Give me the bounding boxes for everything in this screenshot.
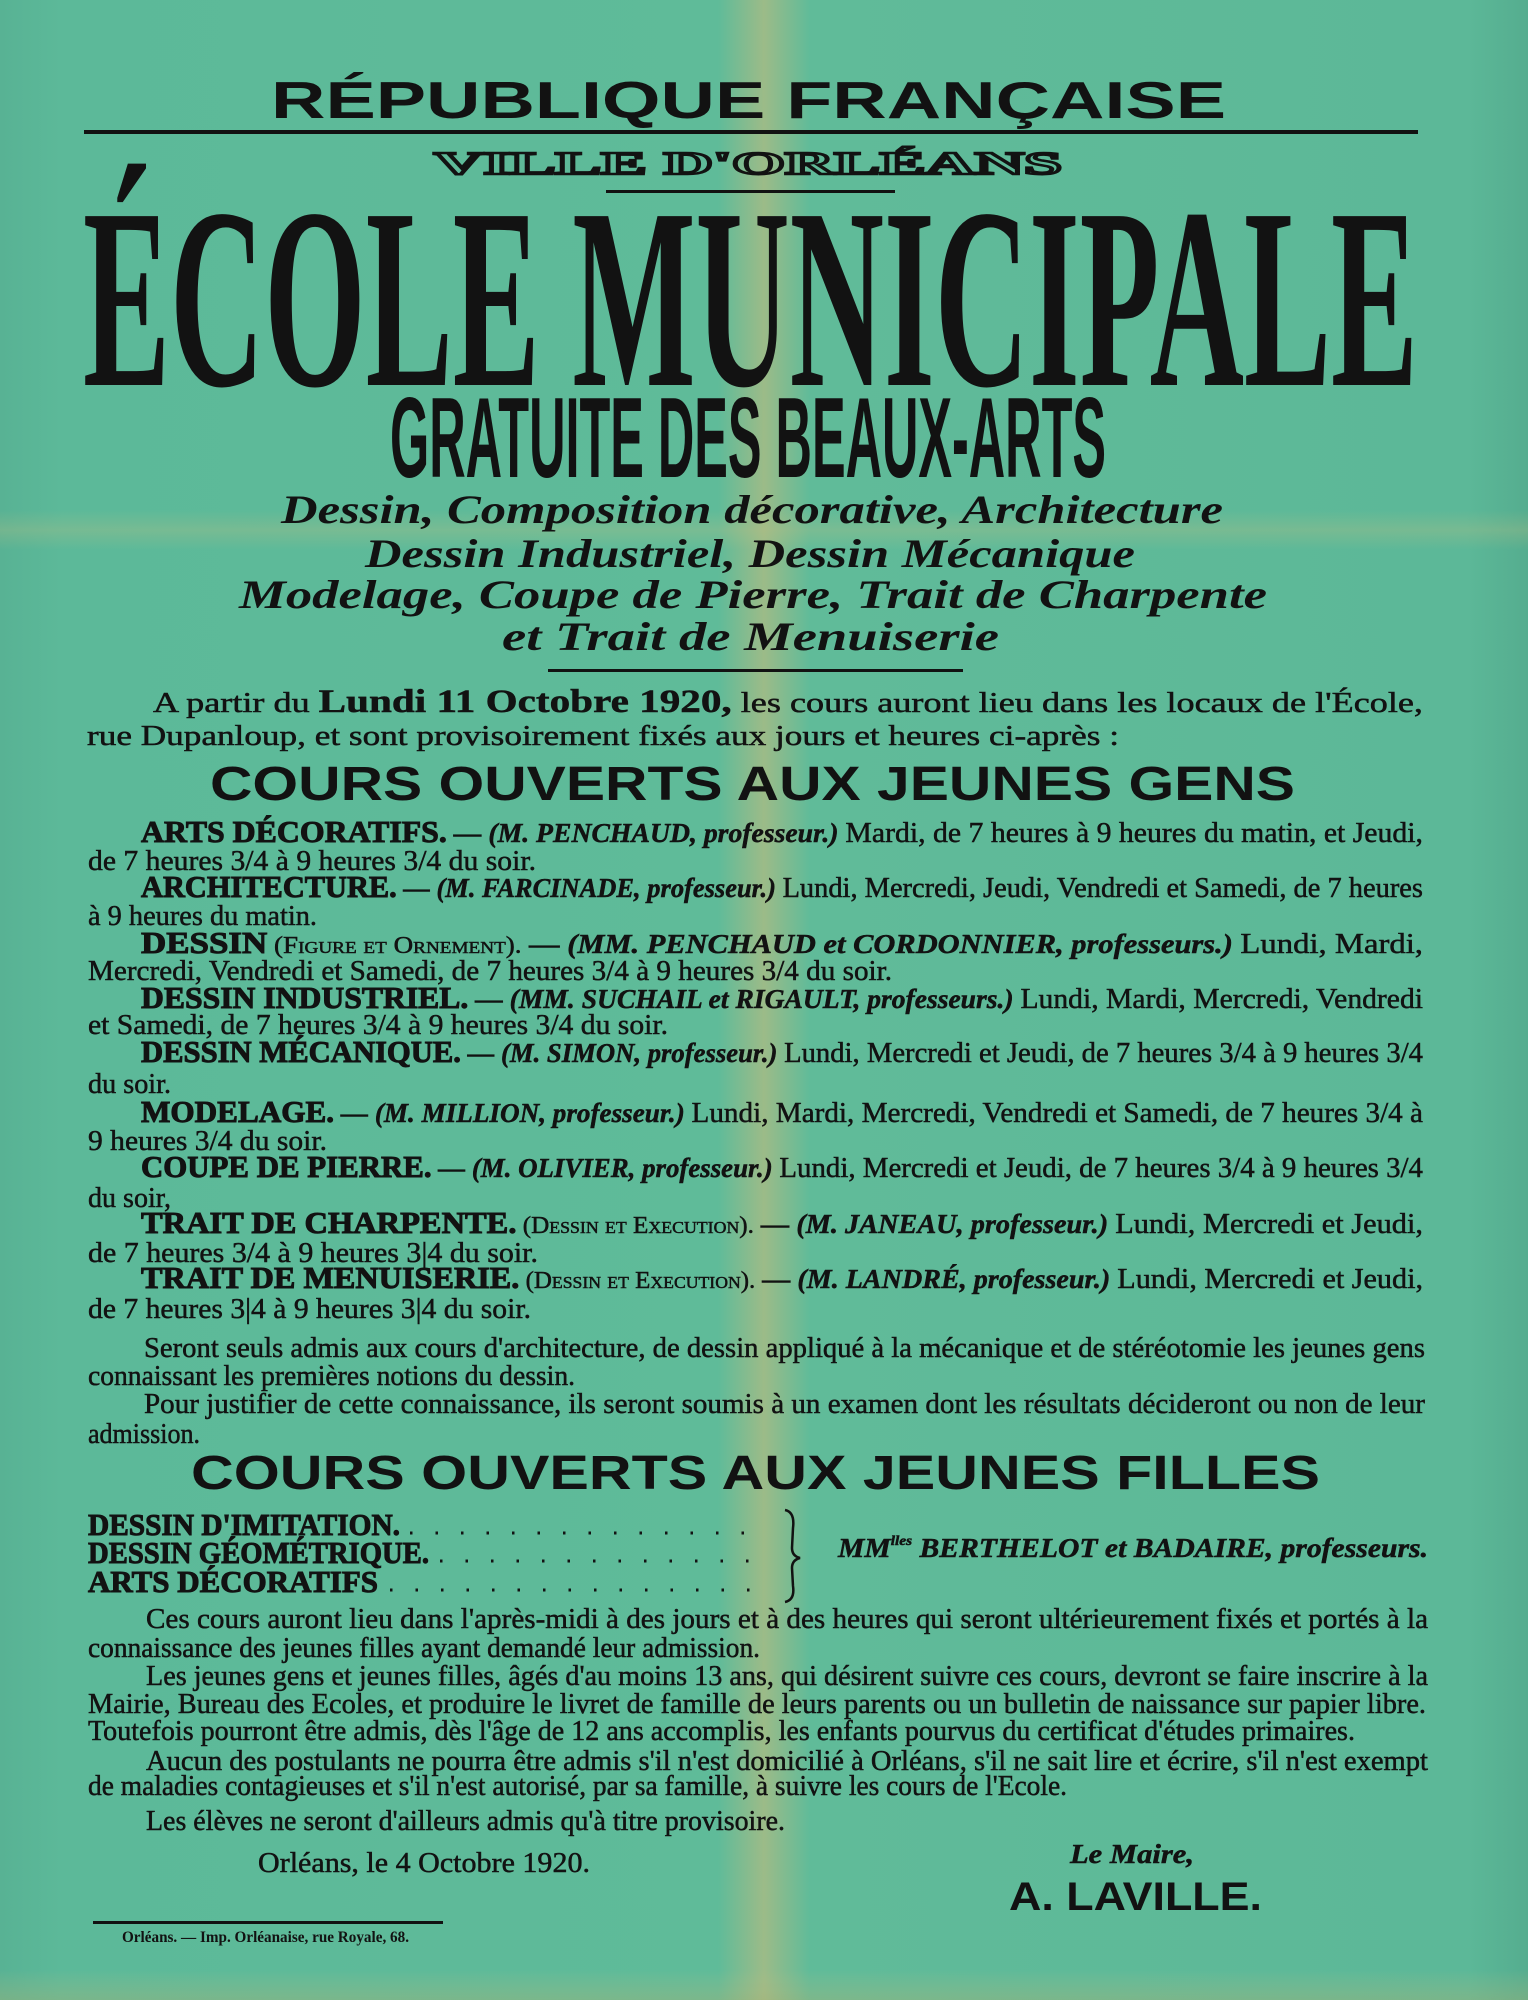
footer-rule: [93, 1921, 443, 1924]
course-schedule-continued: à 9 heures du matin.: [88, 900, 317, 932]
course-professor: — (M. SIMON, professeur.): [460, 1038, 789, 1068]
course-entry: [141, 869, 1436, 904]
page-title: ÉCOLE MUNICIPALE: [83, 155, 1419, 441]
course-entry: [141, 814, 1423, 849]
course-detail: (Figure et Ornement).: [267, 933, 493, 959]
course-schedule-continued: Mercredi, Vendredi et Samedi, de 7 heures 3/4 à 9 heures 3/4 du soir.: [88, 955, 892, 987]
page-subtitle: GRATUITE DES BEAUX-ARTS: [390, 375, 1106, 502]
course-schedule: Lundi, Mardi, Mercredi, Vendredi: [1020, 983, 1415, 1015]
note-line: admission.: [88, 1418, 200, 1450]
condition-line: de maladies contagieuses et s'il n'est autorisé, par sa famille, à suivre les cours de l'Ecole.: [88, 1770, 1067, 1802]
course-detail: (Dessin et Execution).: [519, 1268, 747, 1294]
mayor-title: Le Maire,: [1068, 1839, 1194, 1869]
condition-line: Mairie, Bureau des Ecoles, et produire le livret de famille de leurs parents ou un bulletin de naissance sur papier libre.: [88, 1688, 1426, 1720]
course-entry: [141, 1149, 1427, 1184]
course-schedule-continued: de 7 heures 3/4 à 9 heures 3/4 du soir.: [88, 845, 536, 877]
course-name: DESSIN: [141, 925, 253, 960]
course-schedule: Lundi, Mercredi et Jeudi,: [1117, 1263, 1412, 1295]
course-name: ARCHITECTURE.: [141, 869, 402, 904]
course-name: COUPE DE PIERRE.: [141, 1149, 433, 1184]
course-professor: — (M. OLIVIER, professeur.): [431, 1153, 782, 1183]
course-professor: — (M. PENCHAUD, professeur.): [446, 818, 836, 848]
course-professor: — (MM. SUCHAIL et RIGAULT, professeurs.): [468, 984, 1009, 1014]
course-schedule: Lundi, Mardi, Mercredi, Vendredi et Samedi, de 7 heures 3/4 à: [691, 1097, 1420, 1129]
discipline-line: Dessin Industriel, Dessin Mécanique: [363, 531, 1135, 576]
city-heading: VILLE D'ORLÉANS: [434, 145, 1062, 181]
girls-course: ARTS DÉCORATIFS: [88, 1564, 378, 1599]
course-schedule: Lundi, Mercredi et Jeudi,: [1115, 1208, 1410, 1240]
course-professor: — (M. JANEAU, professeur.): [753, 1209, 1100, 1239]
course-professor: — (M. LANDRÉ, professeur.): [755, 1264, 1104, 1294]
professors-prefix: MM: [838, 1533, 887, 1563]
course-entry: [141, 1034, 1431, 1069]
girls-professors: [837, 1533, 1428, 1563]
condition-line: Les jeunes gens et jeunes filles, âgés d'au moins 13 ans, qui désirent suivre ces cours, devront se faire inscrire à la: [146, 1660, 1429, 1692]
course-schedule: Lundi, Mardi,: [1240, 928, 1403, 960]
course-schedule-continued: de 7 heures 3|4 à 9 heures 3|4 du soir.: [88, 1293, 531, 1325]
mayor-name: A. LAVILLE.: [1009, 1875, 1262, 1919]
section-rule: [548, 669, 963, 672]
course-entry: [141, 1094, 1423, 1129]
condition-line: connaissance des jeunes filles ayant demandé leur admission.: [88, 1632, 760, 1664]
course-entry: [141, 1205, 1423, 1240]
note-line: connaissant les premières notions du dessin.: [88, 1360, 575, 1392]
start-date: Lundi 11 Octobre 1920,: [318, 684, 650, 720]
discipline-line: Dessin, Composition décorative, Architecture: [279, 487, 1223, 532]
condition-line: Les élèves ne seront d'ailleurs admis qu'à titre provisoire.: [146, 1805, 785, 1837]
boys-section-heading: COURS OUVERTS AUX JEUNES GENS: [210, 758, 1295, 811]
note-line: Seront seuls admis aux cours d'architecture, de dessin appliqué à la mécanique et de stéréotomie les jeunes gens: [144, 1332, 1425, 1364]
course-schedule-continued: du soir.: [88, 1068, 171, 1100]
condition-line: Aucun des postulants ne pourra être admis s'il n'est domicilié à Orléans, s'il ne sait lire et écrire, s'il n'est exempt: [146, 1745, 1428, 1777]
course-professor: — (M. MILLION, professeur.): [334, 1098, 690, 1128]
course-schedule-continued: du soir,: [88, 1182, 171, 1214]
place-date: Orléans, le 4 Octobre 1920.: [258, 1847, 590, 1879]
course-name: ARTS DÉCORATIFS.: [141, 814, 440, 849]
girls-course: DESSIN GÉOMÉTRIQUE.: [88, 1535, 429, 1570]
course-schedule-continued: de 7 heures 3/4 à 9 heures 3|4 du soir.: [88, 1237, 538, 1269]
course-schedule: Lundi, Mercredi et Jeudi, de 7 heures 3/4 à 9 heures 3/4: [784, 1037, 1431, 1069]
course-schedule: Mardi, de 7 heures à 9 heures du matin, et Jeudi,: [845, 817, 1409, 849]
professors-prefix-superscript: lles: [890, 1534, 911, 1549]
course-name: MODELAGE.: [141, 1094, 334, 1129]
course-detail: (Dessin et Execution).: [516, 1213, 744, 1239]
printer-credit: Orléans. — Imp. Orléanaise, rue Royale, 68.: [122, 1929, 409, 1946]
condition-line: Ces cours auront lieu dans l'après-midi à des jours et à des heures qui seront ultérieurement fixés et portés à la: [146, 1603, 1429, 1635]
course-schedule-continued: et Samedi, de 7 heures 3/4 à 9 heures 3/4 du soir.: [88, 1009, 668, 1041]
discipline-line: et Trait de Menuiserie: [502, 614, 999, 659]
intro-text: A partir du: [153, 687, 286, 719]
course-name: TRAIT DE MENUISERIE.: [141, 1260, 505, 1295]
discipline-line: Modelage, Coupe de Pierre, Trait de Charpente: [237, 572, 1267, 617]
course-schedule: Lundi, Mercredi et Jeudi, de 7 heures 3/4 à 9 heures 3/4: [779, 1152, 1427, 1184]
note-line: Pour justifier de cette connaissance, ils seront soumis à un examen dont les résultats décideront ou non de leur: [144, 1388, 1426, 1420]
course-schedule-continued: 9 heures 3/4 du soir.: [88, 1125, 327, 1157]
intro-text: les cours auront lieu dans les locaux de l'École,: [731, 687, 1287, 719]
course-name: DESSIN INDUSTRIEL.: [141, 980, 462, 1015]
course-schedule: Lundi, Mercredi, Jeudi, Vendredi et Samedi, de 7 heures: [782, 872, 1436, 904]
course-entry: [141, 1260, 1423, 1295]
header-rule: [84, 130, 1418, 134]
condition-line: Toutefois pourront être admis, dès l'âge de 12 ans accomplis, les enfants pourvus du certificat d'études primaires.: [88, 1715, 1355, 1747]
intro-line: rue Dupanloup, et sont provisoirement fixés aux jours et heures ci-après :: [87, 720, 1119, 752]
course-name: TRAIT DE CHARPENTE.: [141, 1205, 500, 1240]
republic-heading: RÉPUBLIQUE FRANÇAISE: [271, 72, 1226, 130]
intro-line: [153, 684, 1423, 720]
course-professor: — (MM. PENCHAUD et CORDONNIER, professeurs.): [521, 929, 1160, 959]
course-name: DESSIN MÉCANIQUE.: [141, 1034, 465, 1069]
professors-names: BERTHELOT et BADAIRE, professeurs.: [912, 1533, 1382, 1563]
girls-course: DESSIN D'IMITATION.: [88, 1507, 400, 1542]
girls-section-heading: COURS OUVERTS AUX JEUNES FILLES: [191, 1447, 1320, 1500]
course-professor: — (M. FARCINADE, professeur.): [396, 873, 791, 903]
